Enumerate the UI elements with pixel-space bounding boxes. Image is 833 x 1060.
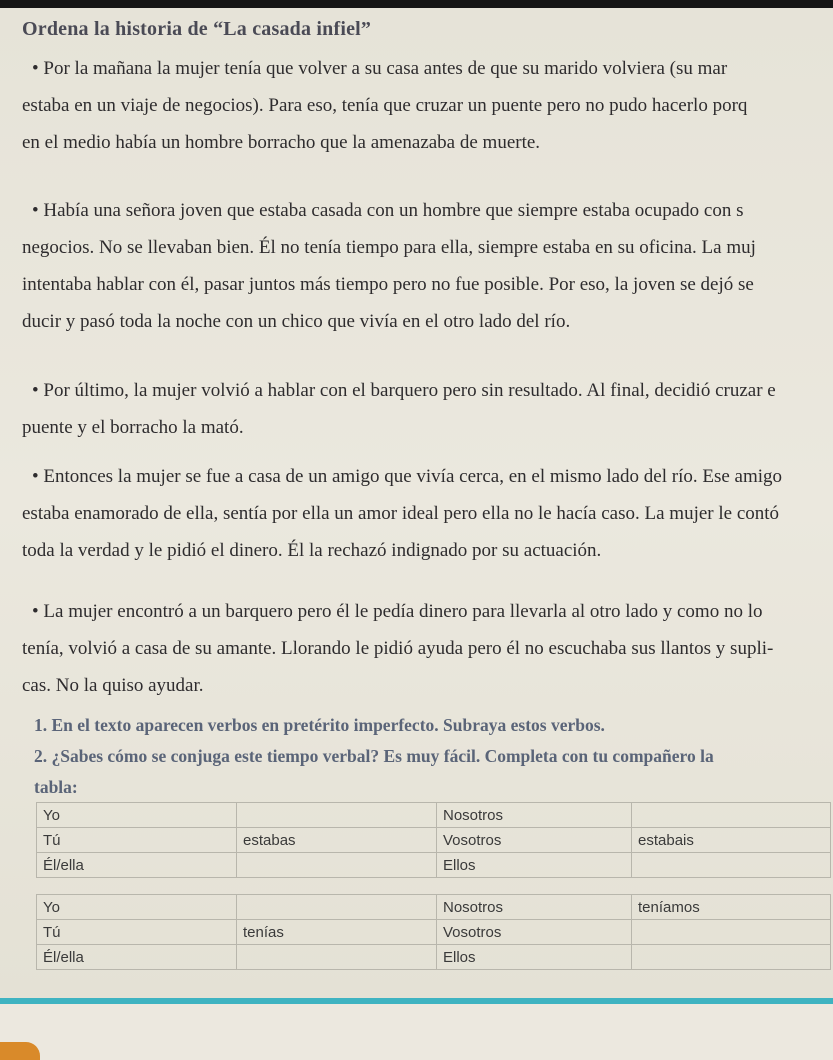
pronoun-cell: Tú xyxy=(37,920,237,945)
paragraph-line: cas. No la quiso ayudar. xyxy=(22,675,204,696)
answer-cell[interactable] xyxy=(237,945,437,970)
answer-cell[interactable] xyxy=(237,853,437,878)
pronoun-cell: Yo xyxy=(37,803,237,828)
worksheet-page xyxy=(0,8,833,998)
answer-cell[interactable]: teníamos xyxy=(632,895,831,920)
answer-cell[interactable] xyxy=(632,853,831,878)
pronoun-cell: Él/ella xyxy=(37,945,237,970)
paragraph-line: • Por último, la mujer volvió a hablar con el barquero pero sin resultado. Al final, decidió cruzar e xyxy=(32,380,776,401)
pronoun-cell: Él/ella xyxy=(37,853,237,878)
paragraph-line: • Entonces la mujer se fue a casa de un amigo que vivía cerca, en el mismo lado del río. Ese amigo xyxy=(32,466,783,487)
table-row xyxy=(37,828,831,853)
bottom-margin xyxy=(0,1004,833,1060)
pronoun-cell: Yo xyxy=(37,895,237,920)
answer-cell[interactable] xyxy=(632,920,831,945)
table-row xyxy=(37,920,831,945)
answer-cell[interactable] xyxy=(632,945,831,970)
table-row xyxy=(37,895,831,920)
exercise-question: tabla: xyxy=(34,777,78,797)
table-row xyxy=(37,945,831,970)
pronoun-cell: Tú xyxy=(37,828,237,853)
worksheet-title: Ordena la historia de “La casada infiel” xyxy=(22,18,372,40)
paragraph-line: ducir y pasó toda la noche con un chico que vivía en el otro lado del río. xyxy=(22,311,571,332)
paragraph-line: puente y el borracho la mató. xyxy=(22,417,244,438)
pronoun-cell: Vosotros xyxy=(437,920,632,945)
table-row xyxy=(37,853,831,878)
story-paragraph xyxy=(22,593,833,704)
paragraph-line: estaba en un viaje de negocios). Para eso, tenía que cruzar un puente pero no pudo hacerlo porq xyxy=(22,95,748,116)
paragraph-line: • La mujer encontró a un barquero pero él le pedía dinero para llevarla al otro lado y como no lo xyxy=(32,601,763,622)
paragraph-line: en el medio había un hombre borracho que la amenazaba de muerte. xyxy=(22,132,541,153)
pronoun-cell: Nosotros xyxy=(437,895,632,920)
answer-cell[interactable]: tenías xyxy=(237,920,437,945)
paragraph-line: negocios. No se llevaban bien. Él no tenía tiempo para ella, siempre estaba en su oficina. La muj xyxy=(22,237,756,258)
pronoun-cell: Ellos xyxy=(437,945,632,970)
conjugation-table xyxy=(36,802,831,878)
answer-cell[interactable] xyxy=(632,803,831,828)
answer-cell[interactable] xyxy=(237,803,437,828)
table-row xyxy=(37,803,831,828)
pronoun-cell: Nosotros xyxy=(437,803,632,828)
answer-cell[interactable]: estabas xyxy=(237,828,437,853)
answer-cell[interactable] xyxy=(237,895,437,920)
pronoun-cell: Ellos xyxy=(437,853,632,878)
story-paragraph xyxy=(22,50,833,161)
paragraph-line: estaba enamorado de ella, sentía por ella un amor ideal pero ella no le hacía caso. La mujer le contó xyxy=(22,503,780,524)
paragraph-line: tenía, volvió a casa de su amante. Llorando le pidió ayuda pero él no escuchaba sus llantos y supli- xyxy=(22,638,774,659)
paragraph-line: intentaba hablar con él, pasar juntos más tiempo pero no fue posible. Por eso, la joven se dejó se xyxy=(22,274,754,295)
story-paragraph xyxy=(22,192,833,340)
answer-cell[interactable]: estabais xyxy=(632,828,831,853)
orange-corner-shape xyxy=(0,1042,40,1060)
paragraph-line: • Había una señora joven que estaba casada con un hombre que siempre estaba ocupado con s xyxy=(32,200,744,221)
paragraph-line: • Por la mañana la mujer tenía que volver a su casa antes de que su marido volviera (su mar xyxy=(32,58,728,79)
story-paragraph xyxy=(22,458,833,569)
paragraph-line: toda la verdad y le pidió el dinero. Él la rechazó indignado por su actuación. xyxy=(22,540,602,561)
exercise-question: 1. En el texto aparecen verbos en pretérito imperfecto. Subraya estos verbos. xyxy=(34,715,605,735)
pronoun-cell: Vosotros xyxy=(437,828,632,853)
exercise-question: 2. ¿Sabes cómo se conjuga este tiempo verbal? Es muy fácil. Completa con tu compañero la xyxy=(34,746,714,766)
conjugation-table xyxy=(36,894,831,970)
story-paragraph xyxy=(22,372,833,446)
